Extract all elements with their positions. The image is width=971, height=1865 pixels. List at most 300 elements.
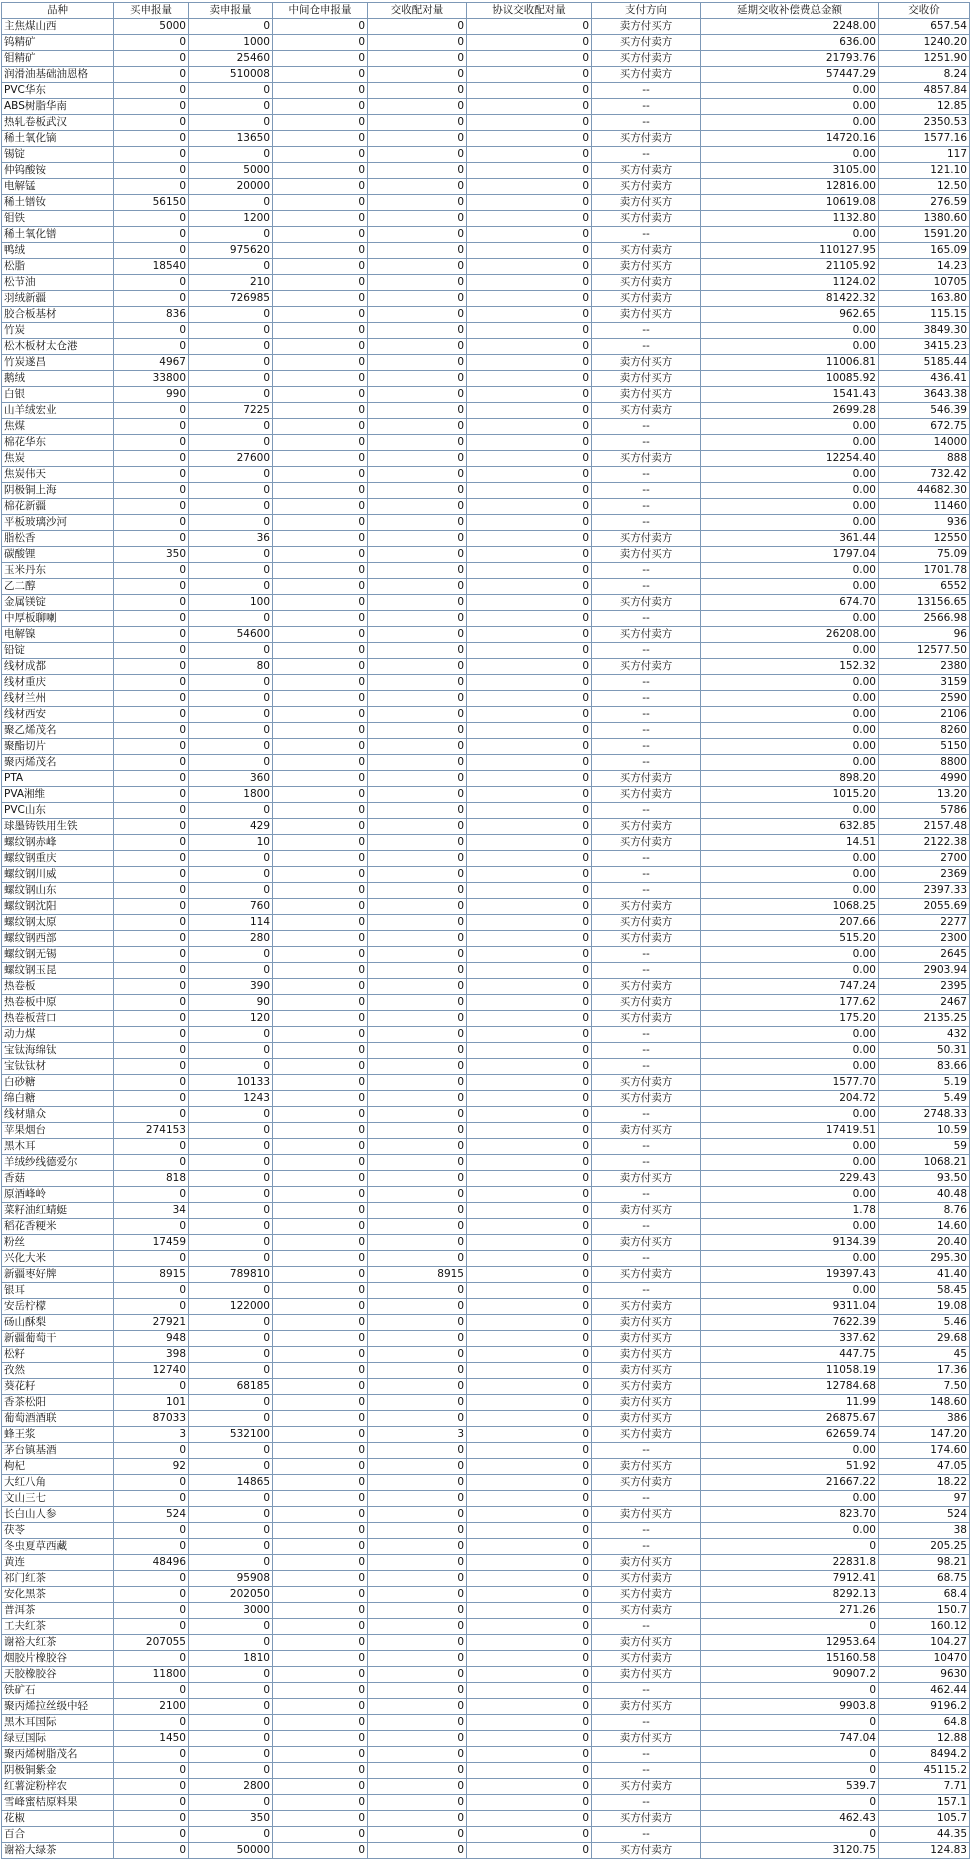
cell-sell-qty: 122000: [189, 1299, 273, 1315]
cell-buy-qty: 0: [114, 611, 189, 627]
cell-agreement-qty: 0: [467, 1683, 592, 1699]
col-header-matched-qty: 交收配对量: [368, 3, 467, 19]
cell-agreement-qty: 0: [467, 1411, 592, 1427]
cell-delivery-price: 524: [879, 1507, 970, 1523]
cell-product: PVC山东: [2, 803, 114, 819]
cell-sell-qty: 0: [189, 419, 273, 435]
cell-delivery-price: 8.76: [879, 1203, 970, 1219]
cell-warehouse-qty: 0: [273, 1363, 368, 1379]
cell-agreement-qty: 0: [467, 1363, 592, 1379]
table-row: [2, 51, 970, 67]
cell-delivery-price: 1240.20: [879, 35, 970, 51]
table-row: [2, 307, 970, 323]
cell-warehouse-qty: 0: [273, 35, 368, 51]
cell-payment-direction: --: [592, 499, 701, 515]
cell-payment-direction: --: [592, 707, 701, 723]
cell-payment-direction: 买方付卖方: [592, 179, 701, 195]
cell-compensation: 898.20: [701, 771, 879, 787]
cell-compensation: 19397.43: [701, 1267, 879, 1283]
cell-compensation: 0.00: [701, 1107, 879, 1123]
cell-agreement-qty: 0: [467, 787, 592, 803]
cell-buy-qty: 0: [114, 1523, 189, 1539]
cell-warehouse-qty: 0: [273, 755, 368, 771]
cell-matched-qty: 0: [368, 307, 467, 323]
table-row: [2, 819, 970, 835]
cell-sell-qty: 0: [189, 1107, 273, 1123]
cell-compensation: 0.00: [701, 419, 879, 435]
cell-compensation: 14.51: [701, 835, 879, 851]
cell-payment-direction: --: [592, 723, 701, 739]
cell-matched-qty: 0: [368, 1555, 467, 1571]
cell-warehouse-qty: 0: [273, 1459, 368, 1475]
cell-buy-qty: 0: [114, 1475, 189, 1491]
cell-product: 普洱茶: [2, 1603, 114, 1619]
cell-matched-qty: 0: [368, 19, 467, 35]
cell-agreement-qty: 0: [467, 1027, 592, 1043]
cell-compensation: 12784.68: [701, 1379, 879, 1395]
cell-matched-qty: 0: [368, 739, 467, 755]
cell-sell-qty: 0: [189, 1715, 273, 1731]
cell-warehouse-qty: 0: [273, 947, 368, 963]
table-row: [2, 1091, 970, 1107]
cell-agreement-qty: 0: [467, 867, 592, 883]
cell-delivery-price: 5.19: [879, 1075, 970, 1091]
cell-matched-qty: 3: [368, 1427, 467, 1443]
cell-compensation: 0.00: [701, 1523, 879, 1539]
cell-buy-qty: 27921: [114, 1315, 189, 1331]
cell-buy-qty: 274153: [114, 1123, 189, 1139]
cell-buy-qty: 0: [114, 179, 189, 195]
cell-agreement-qty: 0: [467, 1075, 592, 1091]
cell-product: 羊绒纱线德爱尔: [2, 1155, 114, 1171]
cell-agreement-qty: 0: [467, 595, 592, 611]
cell-payment-direction: --: [592, 1763, 701, 1779]
cell-product: 锡锭: [2, 147, 114, 163]
cell-compensation: 462.43: [701, 1811, 879, 1827]
cell-agreement-qty: 0: [467, 1619, 592, 1635]
cell-delivery-price: 93.50: [879, 1171, 970, 1187]
table-row: [2, 931, 970, 947]
table-row: [2, 1763, 970, 1779]
cell-buy-qty: 0: [114, 531, 189, 547]
cell-warehouse-qty: 0: [273, 1747, 368, 1763]
cell-agreement-qty: 0: [467, 1123, 592, 1139]
cell-buy-qty: 0: [114, 1091, 189, 1107]
cell-warehouse-qty: 0: [273, 467, 368, 483]
cell-agreement-qty: 0: [467, 1171, 592, 1187]
cell-sell-qty: 429: [189, 819, 273, 835]
cell-product: 谢裕大绿茶: [2, 1843, 114, 1859]
cell-buy-qty: 0: [114, 483, 189, 499]
cell-product: 热卷板营口: [2, 1011, 114, 1027]
cell-payment-direction: 买方付卖方: [592, 211, 701, 227]
cell-agreement-qty: 0: [467, 1491, 592, 1507]
cell-sell-qty: 0: [189, 483, 273, 499]
cell-delivery-price: 45115.2: [879, 1763, 970, 1779]
table-row: [2, 627, 970, 643]
table-row: [2, 1299, 970, 1315]
cell-sell-qty: 95908: [189, 1571, 273, 1587]
cell-buy-qty: 818: [114, 1171, 189, 1187]
cell-buy-qty: 0: [114, 1715, 189, 1731]
cell-product: 百合: [2, 1827, 114, 1843]
cell-warehouse-qty: 0: [273, 1475, 368, 1491]
cell-agreement-qty: 0: [467, 131, 592, 147]
cell-agreement-qty: 0: [467, 1811, 592, 1827]
cell-product: 聚乙烯茂名: [2, 723, 114, 739]
cell-buy-qty: 0: [114, 915, 189, 931]
cell-product: 平板玻璃沙河: [2, 515, 114, 531]
cell-product: 稻花香粳米: [2, 1219, 114, 1235]
cell-payment-direction: 卖方付买方: [592, 1331, 701, 1347]
cell-product: 阴极铜紫金: [2, 1763, 114, 1779]
cell-matched-qty: 0: [368, 995, 467, 1011]
cell-product: 银耳: [2, 1283, 114, 1299]
cell-matched-qty: 0: [368, 803, 467, 819]
cell-buy-qty: 0: [114, 659, 189, 675]
cell-matched-qty: 0: [368, 1843, 467, 1859]
table-row: [2, 355, 970, 371]
cell-compensation: 11.99: [701, 1395, 879, 1411]
table-row: [2, 707, 970, 723]
cell-delivery-price: 2135.25: [879, 1011, 970, 1027]
cell-agreement-qty: 0: [467, 563, 592, 579]
cell-sell-qty: 0: [189, 739, 273, 755]
cell-delivery-price: 115.15: [879, 307, 970, 323]
cell-compensation: 3105.00: [701, 163, 879, 179]
table-row: [2, 99, 970, 115]
cell-matched-qty: 0: [368, 1123, 467, 1139]
cell-warehouse-qty: 0: [273, 387, 368, 403]
cell-matched-qty: 0: [368, 1363, 467, 1379]
cell-payment-direction: 卖方付买方: [592, 1315, 701, 1331]
cell-matched-qty: 0: [368, 339, 467, 355]
cell-matched-qty: 0: [368, 1795, 467, 1811]
cell-compensation: 0.00: [701, 323, 879, 339]
cell-sell-qty: 0: [189, 355, 273, 371]
cell-payment-direction: --: [592, 515, 701, 531]
cell-matched-qty: 0: [368, 435, 467, 451]
table-row: [2, 1843, 970, 1859]
cell-agreement-qty: 0: [467, 1251, 592, 1267]
cell-product: 聚丙烯茂名: [2, 755, 114, 771]
cell-agreement-qty: 0: [467, 1347, 592, 1363]
cell-warehouse-qty: 0: [273, 739, 368, 755]
cell-matched-qty: 0: [368, 163, 467, 179]
cell-compensation: 26875.67: [701, 1411, 879, 1427]
cell-warehouse-qty: 0: [273, 579, 368, 595]
cell-agreement-qty: 0: [467, 819, 592, 835]
cell-compensation: 823.70: [701, 1507, 879, 1523]
table-row: [2, 35, 970, 51]
cell-sell-qty: 2800: [189, 1779, 273, 1795]
cell-warehouse-qty: 0: [273, 995, 368, 1011]
cell-warehouse-qty: 0: [273, 211, 368, 227]
table-row: [2, 723, 970, 739]
table-row: [2, 1827, 970, 1843]
cell-buy-qty: 0: [114, 643, 189, 659]
cell-payment-direction: 买方付卖方: [592, 1011, 701, 1027]
cell-buy-qty: 948: [114, 1331, 189, 1347]
cell-product: 稀土镨钕: [2, 195, 114, 211]
cell-buy-qty: 0: [114, 947, 189, 963]
cell-delivery-price: 148.60: [879, 1395, 970, 1411]
cell-delivery-price: 47.05: [879, 1459, 970, 1475]
cell-agreement-qty: 0: [467, 1651, 592, 1667]
cell-product: 电解锰: [2, 179, 114, 195]
cell-buy-qty: 101: [114, 1395, 189, 1411]
cell-sell-qty: 0: [189, 1059, 273, 1075]
cell-delivery-price: 2122.38: [879, 835, 970, 851]
cell-product: 乙二醇: [2, 579, 114, 595]
cell-product: 线材兰州: [2, 691, 114, 707]
cell-matched-qty: 0: [368, 563, 467, 579]
cell-matched-qty: 0: [368, 1475, 467, 1491]
cell-matched-qty: 0: [368, 659, 467, 675]
cell-agreement-qty: 0: [467, 403, 592, 419]
cell-payment-direction: --: [592, 1795, 701, 1811]
cell-product: 螺纹钢沈阳: [2, 899, 114, 915]
cell-compensation: 747.24: [701, 979, 879, 995]
cell-payment-direction: 卖方付买方: [592, 259, 701, 275]
cell-warehouse-qty: 0: [273, 787, 368, 803]
cell-matched-qty: 0: [368, 259, 467, 275]
cell-matched-qty: 0: [368, 1171, 467, 1187]
cell-payment-direction: --: [592, 1539, 701, 1555]
cell-payment-direction: 卖方付买方: [592, 1699, 701, 1715]
cell-buy-qty: 0: [114, 867, 189, 883]
cell-product: 宝钛海绵钛: [2, 1043, 114, 1059]
cell-payment-direction: --: [592, 1155, 701, 1171]
cell-agreement-qty: 0: [467, 499, 592, 515]
cell-buy-qty: 8915: [114, 1267, 189, 1283]
cell-sell-qty: 0: [189, 1539, 273, 1555]
cell-payment-direction: 卖方付买方: [592, 371, 701, 387]
cell-sell-qty: 0: [189, 803, 273, 819]
cell-matched-qty: 0: [368, 835, 467, 851]
cell-compensation: 0.00: [701, 515, 879, 531]
cell-buy-qty: 0: [114, 211, 189, 227]
cell-compensation: 1015.20: [701, 787, 879, 803]
cell-delivery-price: 462.44: [879, 1683, 970, 1699]
cell-matched-qty: 0: [368, 899, 467, 915]
cell-buy-qty: 0: [114, 1011, 189, 1027]
cell-product: 绵白糖: [2, 1091, 114, 1107]
cell-payment-direction: --: [592, 339, 701, 355]
cell-sell-qty: 0: [189, 1315, 273, 1331]
cell-delivery-price: 2395: [879, 979, 970, 995]
cell-warehouse-qty: 0: [273, 1843, 368, 1859]
cell-payment-direction: 买方付卖方: [592, 899, 701, 915]
cell-delivery-price: 121.10: [879, 163, 970, 179]
cell-product: 铁矿石: [2, 1683, 114, 1699]
col-header-warehouse-qty: 中间仓申报量: [273, 3, 368, 19]
cell-warehouse-qty: 0: [273, 1555, 368, 1571]
cell-sell-qty: 0: [189, 1139, 273, 1155]
cell-delivery-price: 10.59: [879, 1123, 970, 1139]
cell-matched-qty: 0: [368, 915, 467, 931]
cell-matched-qty: 0: [368, 643, 467, 659]
cell-buy-qty: 4967: [114, 355, 189, 371]
cell-matched-qty: 0: [368, 579, 467, 595]
cell-buy-qty: 0: [114, 227, 189, 243]
cell-delivery-price: 9630: [879, 1667, 970, 1683]
cell-compensation: 175.20: [701, 1011, 879, 1027]
cell-compensation: 0.00: [701, 1491, 879, 1507]
cell-sell-qty: 0: [189, 1731, 273, 1747]
cell-matched-qty: 0: [368, 1571, 467, 1587]
cell-warehouse-qty: 0: [273, 1491, 368, 1507]
cell-product: 羽绒新疆: [2, 291, 114, 307]
cell-sell-qty: 0: [189, 435, 273, 451]
cell-matched-qty: 0: [368, 1779, 467, 1795]
cell-warehouse-qty: 0: [273, 819, 368, 835]
cell-delivery-price: 8260: [879, 723, 970, 739]
table-row: [2, 1603, 970, 1619]
cell-compensation: 1.78: [701, 1203, 879, 1219]
cell-agreement-qty: 0: [467, 611, 592, 627]
cell-buy-qty: 0: [114, 963, 189, 979]
cell-agreement-qty: 0: [467, 467, 592, 483]
cell-buy-qty: 0: [114, 1747, 189, 1763]
cell-buy-qty: 0: [114, 275, 189, 291]
cell-payment-direction: --: [592, 883, 701, 899]
cell-agreement-qty: 0: [467, 531, 592, 547]
table-row: [2, 1267, 970, 1283]
cell-payment-direction: --: [592, 947, 701, 963]
table-row: [2, 547, 970, 563]
cell-sell-qty: 14865: [189, 1475, 273, 1491]
cell-matched-qty: 0: [368, 147, 467, 163]
cell-warehouse-qty: 0: [273, 675, 368, 691]
cell-product: 苹果烟台: [2, 1123, 114, 1139]
table-row: [2, 131, 970, 147]
cell-payment-direction: --: [592, 147, 701, 163]
cell-payment-direction: --: [592, 227, 701, 243]
cell-product: 电解镍: [2, 627, 114, 643]
cell-product: 稀土氧化镝: [2, 131, 114, 147]
table-row: [2, 1139, 970, 1155]
cell-payment-direction: --: [592, 1107, 701, 1123]
cell-compensation: 0.00: [701, 1027, 879, 1043]
cell-buy-qty: 87033: [114, 1411, 189, 1427]
cell-buy-qty: 0: [114, 1843, 189, 1859]
cell-warehouse-qty: 0: [273, 1523, 368, 1539]
cell-payment-direction: 买方付卖方: [592, 659, 701, 675]
cell-matched-qty: 0: [368, 1379, 467, 1395]
table-row: [2, 851, 970, 867]
cell-agreement-qty: 0: [467, 83, 592, 99]
cell-compensation: 0.00: [701, 227, 879, 243]
cell-delivery-price: 2397.33: [879, 883, 970, 899]
cell-warehouse-qty: 0: [273, 1507, 368, 1523]
cell-product: 鹅绒: [2, 371, 114, 387]
cell-delivery-price: 1068.21: [879, 1155, 970, 1171]
cell-matched-qty: 0: [368, 1395, 467, 1411]
cell-product: 黑木耳: [2, 1139, 114, 1155]
cell-matched-qty: 0: [368, 547, 467, 563]
cell-payment-direction: --: [592, 579, 701, 595]
table-row: [2, 995, 970, 1011]
cell-matched-qty: 0: [368, 1203, 467, 1219]
cell-delivery-price: 98.21: [879, 1555, 970, 1571]
cell-product: 焦煤: [2, 419, 114, 435]
cell-product: 红薯淀粉梓农: [2, 1779, 114, 1795]
cell-sell-qty: 0: [189, 1187, 273, 1203]
cell-delivery-price: 96: [879, 627, 970, 643]
cell-sell-qty: 0: [189, 1619, 273, 1635]
cell-compensation: 9134.39: [701, 1235, 879, 1251]
cell-warehouse-qty: 0: [273, 1283, 368, 1299]
cell-payment-direction: --: [592, 851, 701, 867]
cell-product: 热卷板中原: [2, 995, 114, 1011]
cell-matched-qty: 0: [368, 1587, 467, 1603]
cell-agreement-qty: 0: [467, 227, 592, 243]
cell-sell-qty: 0: [189, 963, 273, 979]
cell-product: 香茶松阳: [2, 1395, 114, 1411]
cell-agreement-qty: 0: [467, 1043, 592, 1059]
cell-matched-qty: 0: [368, 291, 467, 307]
cell-compensation: 0: [701, 1827, 879, 1843]
cell-product: 螺纹钢山东: [2, 883, 114, 899]
cell-compensation: 21793.76: [701, 51, 879, 67]
cell-compensation: 177.62: [701, 995, 879, 1011]
cell-product: 葵花籽: [2, 1379, 114, 1395]
cell-agreement-qty: 0: [467, 1715, 592, 1731]
cell-compensation: 14720.16: [701, 131, 879, 147]
table-row: [2, 579, 970, 595]
cell-delivery-price: 5185.44: [879, 355, 970, 371]
table-row: [2, 1555, 970, 1571]
cell-sell-qty: 0: [189, 1043, 273, 1059]
cell-sell-qty: 114: [189, 915, 273, 931]
cell-product: 安岳柠檬: [2, 1299, 114, 1315]
cell-payment-direction: --: [592, 419, 701, 435]
cell-buy-qty: 0: [114, 1379, 189, 1395]
cell-buy-qty: 0: [114, 675, 189, 691]
cell-sell-qty: 0: [189, 755, 273, 771]
cell-payment-direction: 买方付卖方: [592, 1299, 701, 1315]
cell-product: 螺纹钢川威: [2, 867, 114, 883]
cell-sell-qty: 0: [189, 1395, 273, 1411]
cell-delivery-price: 1251.90: [879, 51, 970, 67]
cell-compensation: 15160.58: [701, 1651, 879, 1667]
col-header-sell-qty: 卖申报量: [189, 3, 273, 19]
cell-compensation: 0.00: [701, 147, 879, 163]
cell-agreement-qty: 0: [467, 1763, 592, 1779]
cell-compensation: 2248.00: [701, 19, 879, 35]
cell-agreement-qty: 0: [467, 435, 592, 451]
cell-delivery-price: 83.66: [879, 1059, 970, 1075]
cell-compensation: 0.00: [701, 643, 879, 659]
cell-agreement-qty: 0: [467, 627, 592, 643]
cell-warehouse-qty: 0: [273, 659, 368, 675]
cell-delivery-price: 732.42: [879, 467, 970, 483]
cell-delivery-price: 2106: [879, 707, 970, 723]
cell-payment-direction: 买方付卖方: [592, 531, 701, 547]
table-row: [2, 1059, 970, 1075]
cell-product: 粉丝: [2, 1235, 114, 1251]
cell-compensation: 9311.04: [701, 1299, 879, 1315]
cell-agreement-qty: 0: [467, 723, 592, 739]
cell-warehouse-qty: 0: [273, 131, 368, 147]
cell-agreement-qty: 0: [467, 1235, 592, 1251]
cell-compensation: 0.00: [701, 99, 879, 115]
cell-delivery-price: 59: [879, 1139, 970, 1155]
cell-payment-direction: --: [592, 83, 701, 99]
cell-compensation: 361.44: [701, 531, 879, 547]
cell-payment-direction: --: [592, 1827, 701, 1843]
